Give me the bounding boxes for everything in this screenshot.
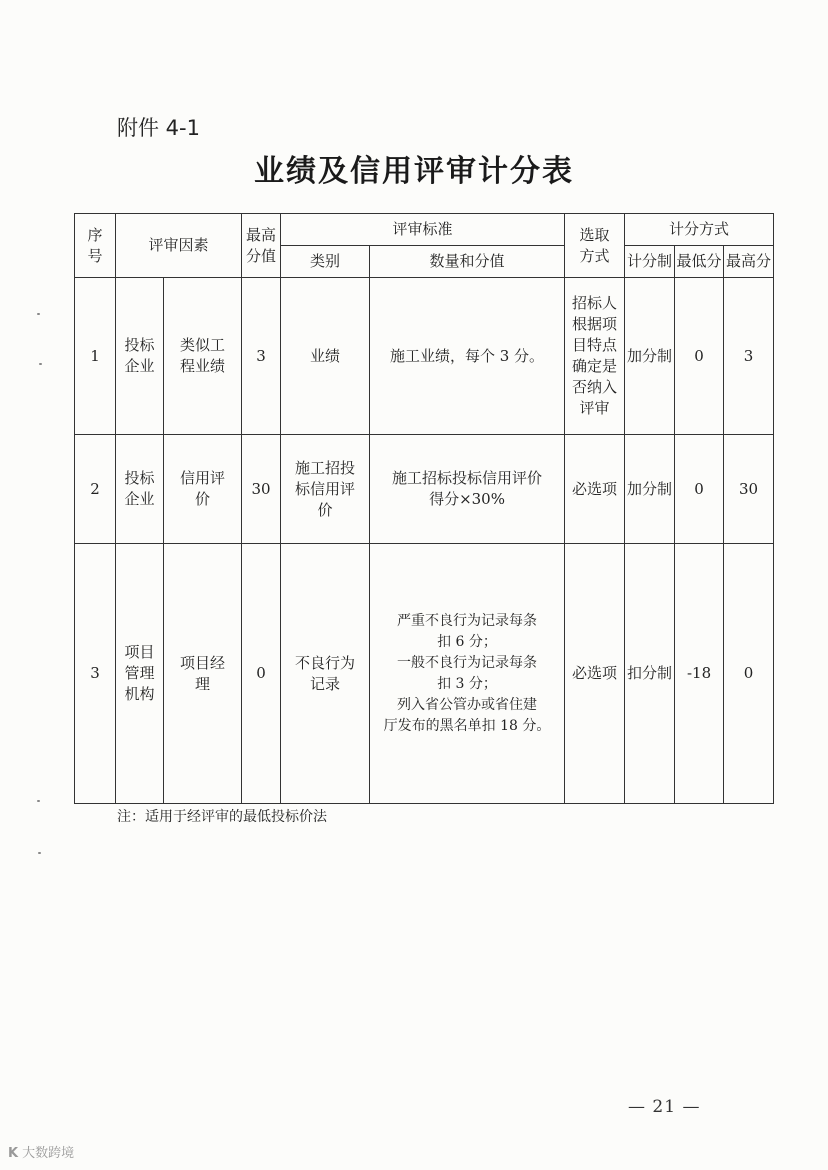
row-max-score: 30 (724, 435, 774, 544)
row-max-score: 0 (724, 544, 774, 804)
scan-speck (38, 852, 41, 854)
attachment-label: 附件 4-1 (117, 116, 200, 140)
table-header-row (75, 214, 774, 246)
row-factor-group: 项目 管理 机构 (116, 544, 164, 804)
table-note: 注：适用于经评审的最低投标价法 (117, 809, 327, 825)
table-row (75, 435, 774, 544)
header-factor: 评审因素 (116, 214, 242, 278)
row-max-value: 0 (242, 544, 281, 804)
row-quantity: 施工招标投标信用评价 得分×30% (370, 435, 565, 544)
header-selection: 选取 方式 (565, 214, 625, 278)
watermark-text: 大数跨境 (22, 1146, 75, 1161)
row-factor-group: 投标 企业 (116, 435, 164, 544)
row-category: 业绩 (281, 278, 370, 435)
watermark-logo-icon: K (8, 1146, 19, 1161)
header-quantity: 数量和分值 (370, 246, 565, 278)
row-scoring-method: 加分制 (625, 278, 675, 435)
row-category: 不良行为 记录 (281, 544, 370, 804)
row-factor-group: 投标 企业 (116, 278, 164, 435)
row-quantity: 施工业绩，每个 3 分。 (370, 278, 565, 435)
row-factor-item: 项目经 理 (164, 544, 242, 804)
scoring-table (74, 213, 774, 804)
table-row (75, 278, 774, 435)
row-quantity: 严重不良行为记录每条 扣 6 分； 一般不良行为记录每条 扣 3 分； 列入省公管办或省住建 厅发布的黑名单扣 18 分。 (370, 544, 565, 804)
header-seq: 序 号 (75, 214, 116, 278)
row-category: 施工招投 标信用评 价 (281, 435, 370, 544)
header-scoring: 计分方式 (625, 214, 774, 246)
scan-speck (37, 313, 40, 315)
row-selection: 必选项 (565, 435, 625, 544)
scan-speck (37, 800, 40, 802)
header-criteria: 评审标准 (281, 214, 565, 246)
row-scoring-method: 扣分制 (625, 544, 675, 804)
row-max-score: 3 (724, 278, 774, 435)
header-min-score: 最低分 (675, 246, 724, 278)
row-factor-item: 信用评 价 (164, 435, 242, 544)
row-seq: 2 (75, 435, 116, 544)
row-seq: 3 (75, 544, 116, 804)
row-selection: 招标人 根据项 目特点 确定是 否纳入 评审 (565, 278, 625, 435)
header-scoring-method: 计分制 (625, 246, 675, 278)
row-scoring-method: 加分制 (625, 435, 675, 544)
row-max-value: 30 (242, 435, 281, 544)
row-selection: 必选项 (565, 544, 625, 804)
page-number: — 21 — (628, 1097, 701, 1117)
row-max-value: 3 (242, 278, 281, 435)
watermark (8, 1142, 74, 1161)
document-title: 业绩及信用评审计分表 (254, 154, 574, 189)
header-max-score: 最高分 (724, 246, 774, 278)
row-min-score: 0 (675, 435, 724, 544)
scan-speck (39, 363, 42, 365)
row-min-score: -18 (675, 544, 724, 804)
row-seq: 1 (75, 278, 116, 435)
row-min-score: 0 (675, 278, 724, 435)
table-row (75, 544, 774, 804)
header-category: 类别 (281, 246, 370, 278)
row-factor-item: 类似工 程业绩 (164, 278, 242, 435)
header-max-value: 最高 分值 (242, 214, 281, 278)
